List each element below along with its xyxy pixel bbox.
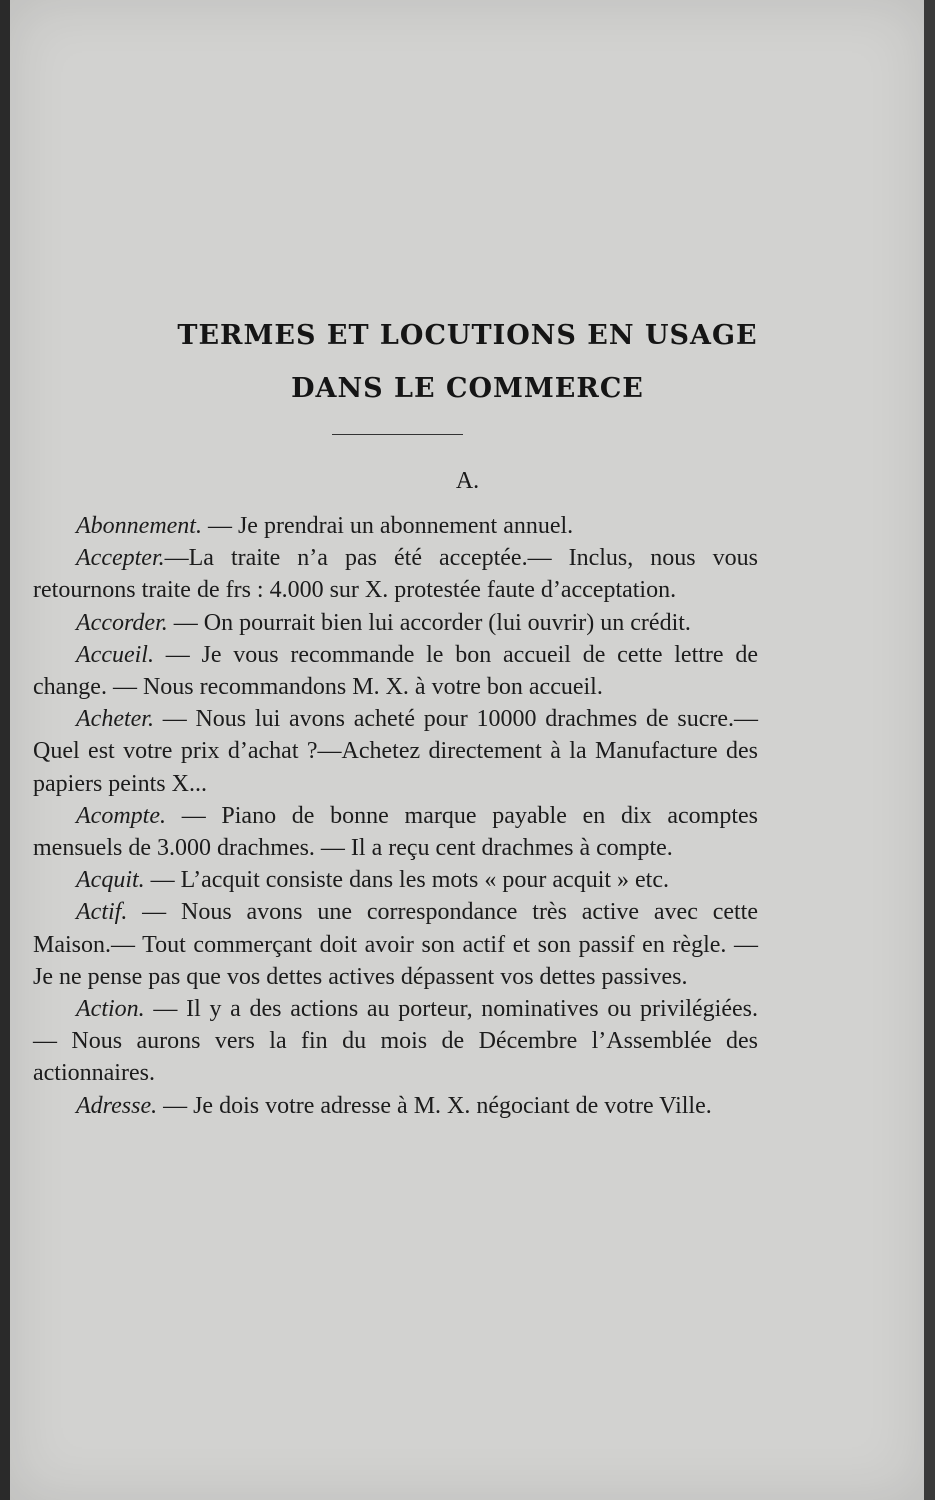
page-title-line-2: DANS LE COMMERCE (291, 373, 644, 404)
entry-term: Accepter. (76, 545, 165, 572)
entry-accorder (33, 607, 758, 639)
entry-acheter (33, 703, 758, 800)
entry-text: — Il y a des actions au porteur, nominatives ou privilégiées. — Nous aurons vers la fin du mois de Décembre l’Assemblée des actionnaires. (33, 996, 758, 1087)
page-edge (924, 0, 935, 1500)
entry-action (33, 993, 758, 1090)
entry-accueil (33, 639, 758, 703)
entry-text: — Je prendrai un abonnement annuel. (201, 513, 574, 539)
entry-term: Abonnement. (76, 513, 202, 539)
entry-term: Action. (76, 996, 145, 1023)
entry-term: Actif. (76, 899, 128, 926)
entry-actif (33, 896, 758, 993)
entry-term: Adresse. (76, 1092, 158, 1119)
title-divider (332, 434, 463, 435)
entry-text: —La traite n’a pas été acceptée.— Inclus, nous vous retournons traite de frs : 4.000 sur X. protestée faute d’acceptation. (33, 545, 758, 604)
entry-text: — L’acquit consiste dans les mots « pour acquit » etc. (144, 867, 669, 894)
entry-adresse (33, 1090, 758, 1122)
entry-term: Acompte. (76, 802, 166, 829)
entry-term: Accorder. (76, 609, 168, 636)
entry-text: — Nous avons une correspondance très active avec cette Maison.— Tout commerçant doit avoir son actif et son passif en règle. — Je ne pense pas que vos dettes actives dépassent vos dettes passives. (33, 899, 758, 990)
entry-term: Acheter. (76, 706, 154, 733)
dictionary-body (33, 510, 758, 1122)
entry-acompte (33, 800, 758, 864)
entry-text: — Je dois votre adresse à M. X. négociant de votre Ville. (157, 1092, 712, 1119)
entry-accepter (33, 542, 758, 606)
entry-acquit (33, 864, 758, 896)
entry-term: Accueil. (76, 641, 154, 668)
page-title-line-1: TERMES ET LOCUTIONS EN USAGE (177, 320, 758, 351)
entry-abonnement (33, 510, 758, 542)
entry-text: — Piano de bonne marque payable en dix acomptes mensuels de 3.000 drachmes. — Il a reçu cent drachmes à compte. (33, 802, 758, 862)
entry-term: Acquit. (76, 867, 145, 894)
entry-text: — On pourrait bien lui accorder (lui ouvrir) un crédit. (167, 609, 691, 636)
entry-text: — Nous lui avons acheté pour 10000 drachmes de sucre.— Quel est votre prix d’achat ?—Achetez directement à la Manufacture des papiers peints X... (33, 706, 758, 797)
entry-text: — Je vous recommande le bon accueil de cette lettre de change. — Nous recommandons M. X. à votre bon accueil. (33, 641, 758, 701)
section-letter: A. (455, 468, 480, 494)
